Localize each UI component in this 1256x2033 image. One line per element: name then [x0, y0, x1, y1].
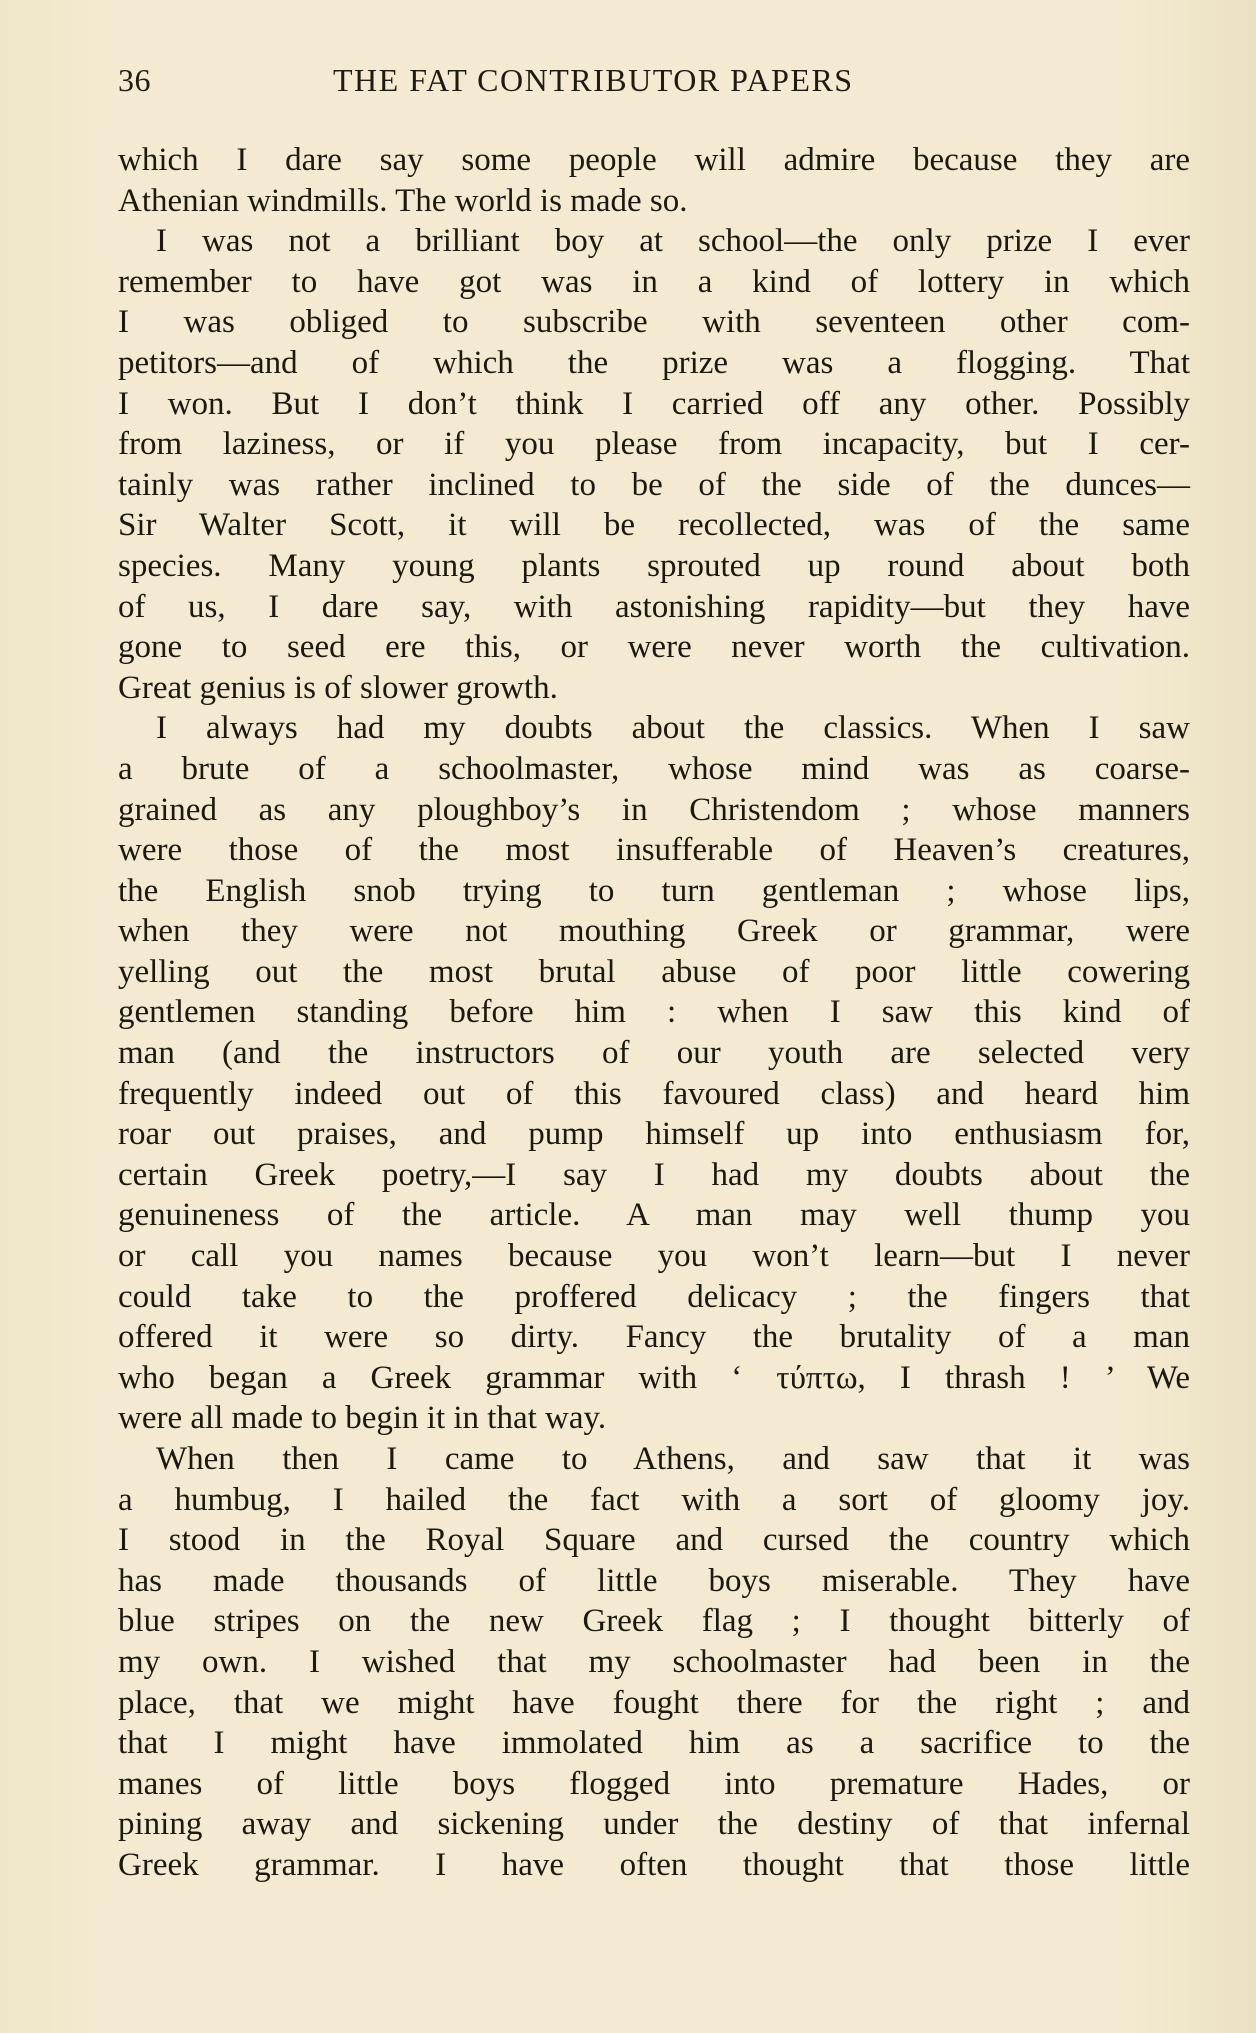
text-line: tainly was rather inclined to be of the side of the dunces— [118, 466, 1190, 503]
text-line: my own. I wished that my schoolmaster had been in the [118, 1643, 1190, 1680]
text-line: frequently indeed out of this favoured class) and heard him [118, 1075, 1190, 1112]
text-line: gone to seed ere this, or were never worth the cultivation. [118, 629, 1190, 666]
text-line: petitors—and of which the prize was a flogging. That [118, 344, 1190, 381]
text-line: yelling out the most brutal abuse of poor little cowering [118, 953, 1190, 990]
text-line: Athenian windmills. The world is made so. [118, 182, 688, 219]
text-line: that I might have immolated him as a sacrifice to the [118, 1725, 1190, 1762]
text-line: when they were not mouthing Greek or grammar, were [118, 913, 1190, 950]
text-line: who began a Greek grammar with ‘ τύπτω, I thrash ! ’ We [118, 1359, 1190, 1396]
body-text [118, 140, 1190, 1886]
text-line: were those of the most insufferable of Heaven’s creatures, [118, 832, 1190, 869]
text-line: genuineness of the article. A man may well thump you [118, 1197, 1190, 1234]
text-line: certain Greek poetry,—I say I had my doubts about the [118, 1156, 1190, 1193]
text-line: Sir Walter Scott, it will be recollected, was of the same [118, 507, 1190, 544]
page-header [118, 62, 1188, 112]
text-line: gentlemen standing before him : when I saw this kind of [118, 994, 1190, 1031]
text-line: blue stripes on the new Greek flag ; I thought bitterly of [118, 1603, 1190, 1640]
text-line: remember to have got was in a kind of lottery in which [118, 263, 1190, 300]
text-line: which I dare say some people will admire because they are [118, 142, 1190, 178]
page-number: 36 [118, 62, 151, 98]
text-line: I won. But I don’t think I carried off any other. Possibly [118, 385, 1190, 422]
text-line: I was not a brilliant boy at school—the only prize I ever [156, 223, 1190, 260]
text-line: offered it were so dirty. Fancy the brutality of a man [118, 1319, 1190, 1356]
text-line: species. Many young plants sprouted up round about both [118, 547, 1190, 584]
text-line: a humbug, I hailed the fact with a sort of gloomy joy. [118, 1481, 1190, 1518]
text-line: roar out praises, and pump himself up into enthusiasm for, [118, 1116, 1190, 1153]
text-line: When then I came to Athens, and saw that it was [156, 1441, 1190, 1477]
text-line: Great genius is of slower growth. [118, 669, 558, 706]
text-line: Greek grammar. I have often thought that those little [118, 1846, 1190, 1883]
text-line: place, that we might have fought there for the right ; and [118, 1684, 1190, 1721]
text-line: manes of little boys flogged into premature Hades, or [118, 1765, 1190, 1802]
text-line: I stood in the Royal Square and cursed the country which [118, 1522, 1190, 1559]
text-line: pining away and sickening under the destiny of that infernal [118, 1806, 1190, 1843]
text-line: grained as any ploughboy’s in Christendom ; whose manners [118, 791, 1190, 828]
text-line: man (and the instructors of our youth are selected very [118, 1035, 1190, 1072]
text-line: or call you names because you won’t learn—but I never [118, 1238, 1190, 1275]
text-line: a brute of a schoolmaster, whose mind was as coarse- [118, 750, 1190, 787]
text-line: I was obliged to subscribe with seventeen other com- [118, 304, 1190, 341]
text-line: were all made to begin it in that way. [118, 1400, 607, 1437]
running-title: THE FAT CONTRIBUTOR PAPERS [333, 62, 854, 98]
text-line: has made thousands of little boys miserable. They have [118, 1562, 1190, 1599]
text-line: of us, I dare say, with astonishing rapidity—but they have [118, 588, 1190, 625]
text-line: could take to the proffered delicacy ; the fingers that [118, 1278, 1190, 1315]
text-line: from laziness, or if you please from incapacity, but I cer- [118, 426, 1190, 463]
text-line: I always had my doubts about the classics. When I saw [156, 710, 1190, 747]
text-line: the English snob trying to turn gentleman ; whose lips, [118, 872, 1190, 909]
